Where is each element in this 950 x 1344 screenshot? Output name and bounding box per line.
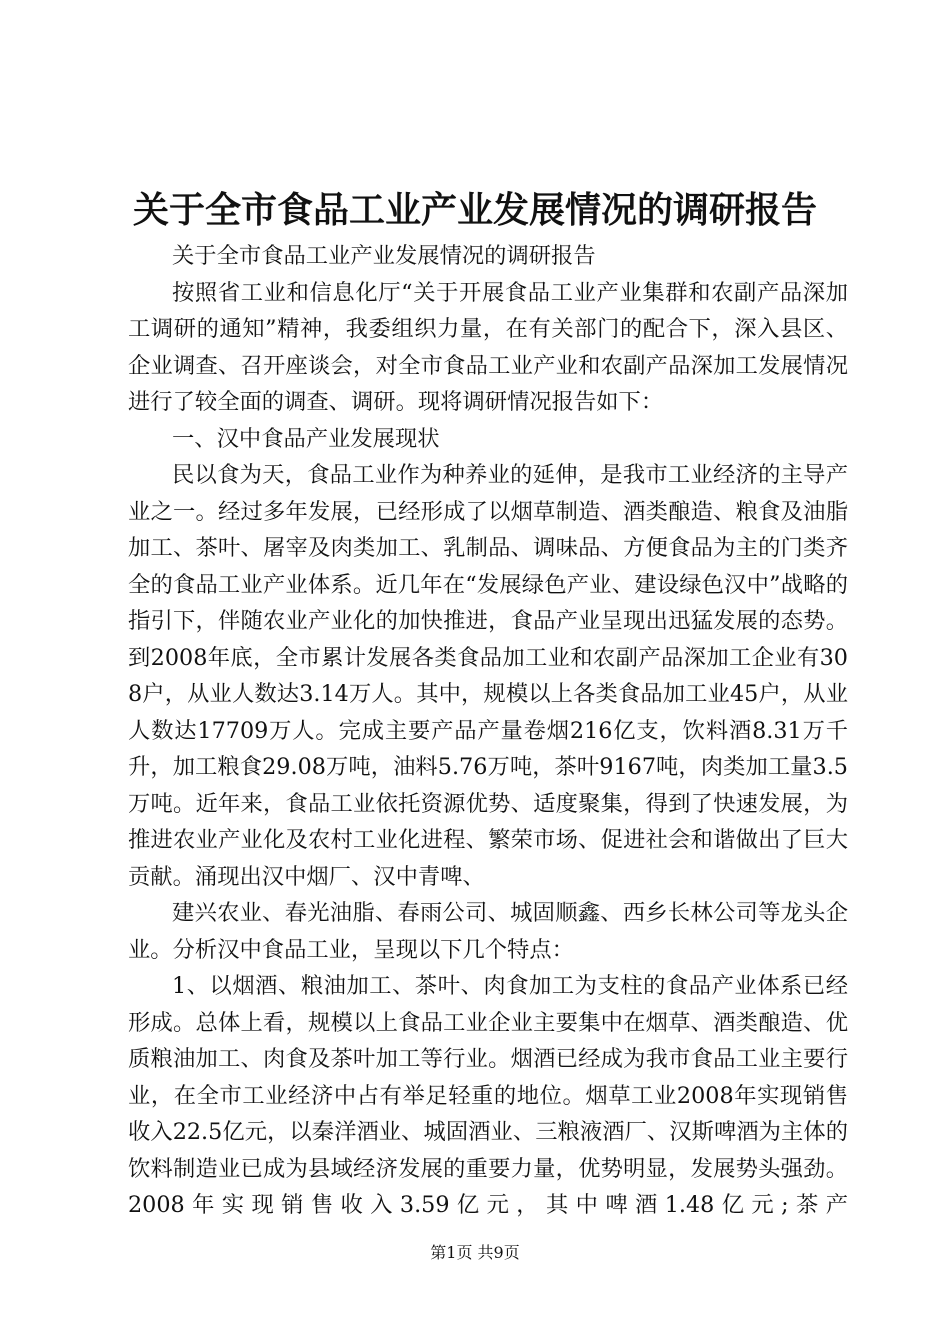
enterprises-paragraph: 建兴农业、春光油脂、春雨公司、城固顺鑫、西乡长林公司等龙头企业。分析汉中食品工业，呈现以下几个特点： <box>128 900 848 963</box>
document-body <box>128 238 848 1224</box>
point-one-paragraph: 1、以烟酒、粮油加工、茶叶、肉食加工为支柱的食品产业体系已经形成。总体上看，规模以上食品工业企业主要集中在烟草、酒类酿造、优质粮油加工、肉食及茶叶加工等行业。烟酒已经成为我市食品工业主要行业，在全市工业经济中占有举足轻重的地位。烟草工业2008年实现销售收入22.5亿元，以秦洋酒业、城固酒业、三粮液酒厂、汉斯啤酒为主体的饮料制造业已成为县域经济发展的重要力量，优势明显，发展势头强劲。2008年实现销售收入3.59亿元，其中啤酒1.48亿元;茶产 <box>128 973 848 1218</box>
subtitle-paragraph: 关于全市食品工业产业发展情况的调研报告 <box>172 243 596 269</box>
status-paragraph: 民以食为天，食品工业作为种养业的延伸，是我市工业经济的主导产业之一。经过多年发展，已经形成了以烟草制造、酒类酿造、粮食及油脂加工、茶叶、屠宰及肉类加工、乳制品、调味品、方便食品为主的门类齐全的食品工业产业体系。近几年在“发展绿色产业、建设绿色汉中”战略的指引下，伴随农业产业化的加快推进，食品产业呈现出迅猛发展的态势。到2008年底，全市累计发展各类食品加工业和农副产品深加工企业有308户，从业人数达3.14万人。其中，规模以上各类食品加工业45户，从业人数达17709万人。完成主要产品产量卷烟216亿支，饮料酒8.31万千升，加工粮食29.08万吨，油料5.76万吨，茶叶9167吨，肉类加工量3.5万吨。近年来，食品工业依托资源优势、适度聚集，得到了快速发展，为推进农业产业化及农村工业化进程、繁荣市场、促进社会和谐做出了巨大贡献。涌现出汉中烟厂、汉中青啤、 <box>128 462 848 890</box>
document-title: 关于全市食品工业产业发展情况的调研报告 <box>132 189 817 231</box>
section-heading: 一、汉中食品产业发展现状 <box>172 425 440 452</box>
intro-paragraph: 按照省工业和信息化厅“关于开展食品工业产业集群和农副产品深加工调研的通知”精神，我委组织力量，在有关部门的配合下，深入县区、企业调查、召开座谈会，对全市食品工业产业和农副产品深加工发展情况进行了较全面的调查、调研。现将调研情况报告如下： <box>128 279 848 415</box>
page-footer: 第1页 共9页 <box>430 1243 520 1262</box>
